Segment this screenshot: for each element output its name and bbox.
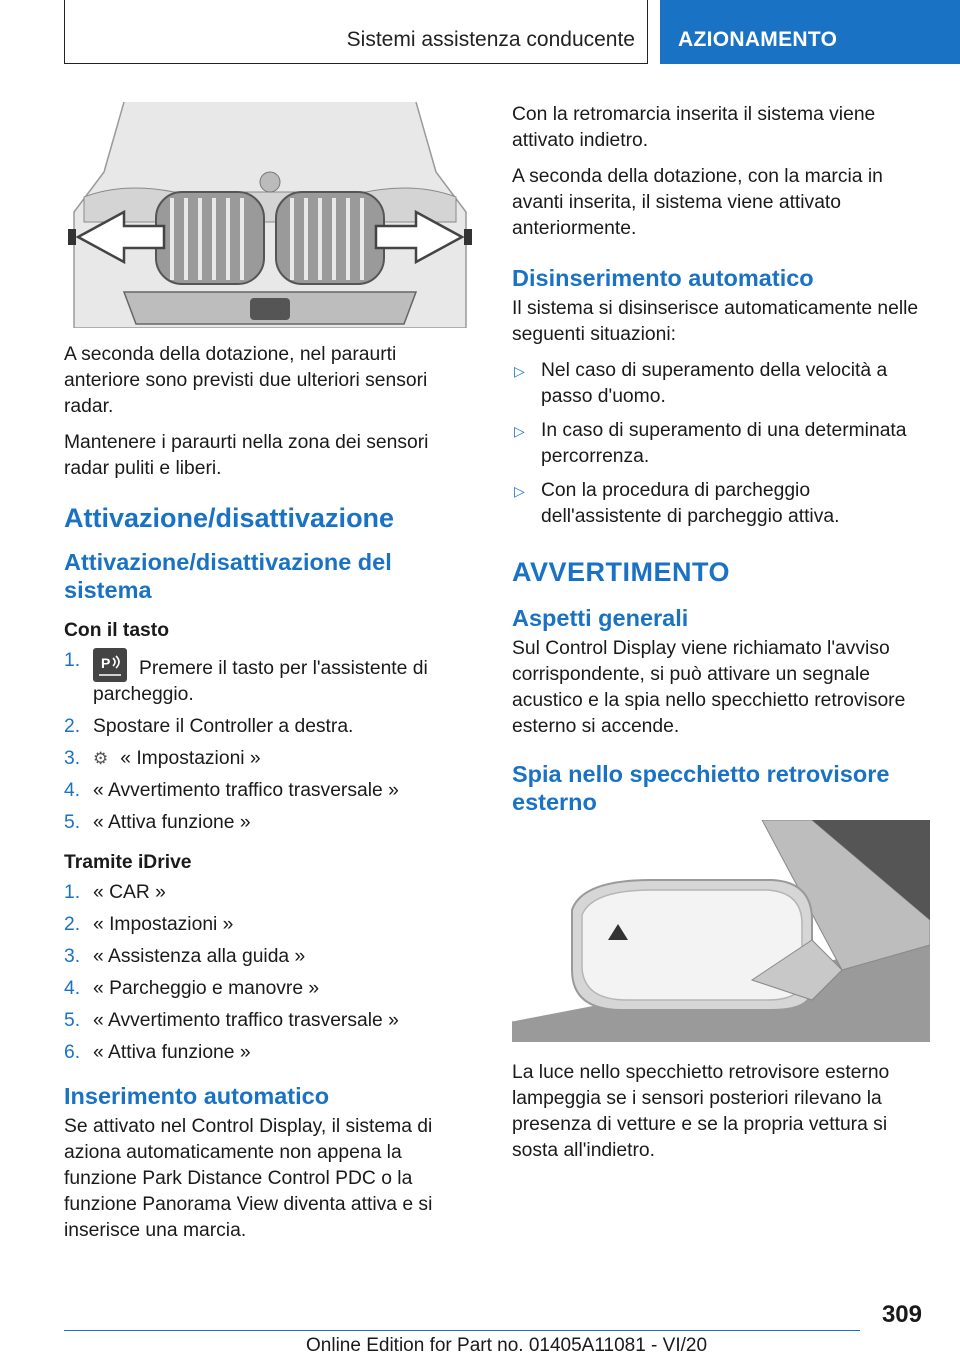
heading-activation: Attivazione/disattivazione	[64, 503, 395, 533]
label-via-idrive: Tramite iDrive	[64, 852, 192, 873]
list-item	[64, 880, 476, 906]
list-item	[512, 358, 930, 410]
general-paragraph: Sul Control Display viene richiamato l'avviso corrispondente, si può attivare un segnale acustico e la spia nello specchietto retrovisore esterno si accende.	[512, 638, 906, 737]
step-number: 3.	[64, 946, 81, 967]
step-number: 2.	[64, 716, 81, 737]
list-item	[64, 810, 476, 836]
auto-on-paragraph: Se attivato nel Control Display, il sistema di aziona automaticamente non appena la funzione Park Distance Control PDC o la funzione Panorama View diventa attiva e si inserisce una marcia.	[64, 1116, 433, 1241]
step-text: Spostare il Controller a destra.	[93, 716, 354, 737]
auto-off-conditions	[512, 358, 930, 530]
steps-via-idrive	[64, 880, 476, 1066]
bullet-text: In caso di superamento di una determinata percorrenza.	[541, 420, 907, 467]
forward-gear-paragraph: A seconda della dotazione, con la marcia in avanti inserita, il sistema viene attivato anteriormente.	[512, 166, 883, 239]
step-number: 4.	[64, 780, 81, 801]
step-text: « CAR »	[93, 882, 166, 903]
step-text: « Attiva funzione »	[93, 1042, 251, 1063]
step-number: 5.	[64, 1010, 81, 1031]
bullet-text: Nel caso di superamento della velocità a passo d'uomo.	[541, 360, 888, 407]
list-item	[512, 418, 930, 470]
triangle-bullet-icon: ▷	[514, 483, 525, 499]
heading-auto-on: Inserimento automatico	[64, 1083, 330, 1109]
step-number: 1.	[64, 650, 81, 671]
parking-assistant-button-icon	[93, 648, 127, 682]
mirror-light-paragraph: La luce nello specchietto retrovisore esterno lampeggia se i sensori posteriori rilevano la presenza di vetture e se la propria vettura si sosta all'indietro.	[512, 1062, 890, 1161]
auto-off-paragraph: Il sistema si disinserisce automaticamente nelle seguenti situazioni:	[512, 298, 919, 345]
step-number: 6.	[64, 1042, 81, 1063]
clean-sensor-paragraph: Mantenere i paraurti nella zona dei sensori radar puliti e liberi.	[64, 432, 429, 479]
step-number: 5.	[64, 812, 81, 833]
step-text: « Avvertimento traffico trasversale »	[93, 780, 399, 801]
list-item	[64, 746, 476, 772]
step-text: « Avvertimento traffico trasversale »	[93, 1010, 399, 1031]
label-with-button: Con il tasto	[64, 620, 169, 641]
heading-mirror-light: Spia nello specchietto retrovisore esterno	[512, 761, 890, 815]
list-item	[64, 912, 476, 938]
list-item	[64, 944, 476, 970]
chapter-title: Sistemi assistenza conducente	[346, 28, 635, 51]
list-item	[64, 778, 476, 804]
list-item	[64, 1008, 476, 1034]
page-number: 309	[881, 1301, 922, 1328]
step-text: « Parcheggio e manovre »	[93, 978, 320, 999]
heading-warning: AVVERTIMENTO	[512, 557, 731, 587]
step-text: Premere il tasto per l'assistente di parcheggio.	[93, 658, 428, 705]
header-section-box	[660, 0, 960, 64]
triangle-bullet-icon: ▷	[514, 423, 525, 439]
header-chapter-box	[64, 0, 648, 64]
radar-sensor-paragraph: A seconda della dotazione, nel paraurti anteriore sono previsti due ulteriori sensori radar.	[64, 344, 428, 417]
step-text: « Assistenza alla guida »	[93, 946, 306, 967]
footer-divider	[64, 1330, 860, 1331]
heading-general: Aspetti generali	[512, 605, 689, 631]
step-number: 2.	[64, 914, 81, 935]
list-item	[64, 714, 476, 740]
step-number: 4.	[64, 978, 81, 999]
side-mirror-illustration	[512, 820, 930, 1042]
step-text: « Attiva funzione »	[93, 812, 251, 833]
list-item	[64, 976, 476, 1002]
gear-icon: ⚙	[93, 749, 109, 768]
section-title: AZIONAMENTO	[678, 28, 838, 51]
heading-system-activation: Attivazione/disattivazione del sistema	[64, 549, 392, 603]
step-text: « Impostazioni »	[120, 748, 261, 769]
bullet-text: Con la procedura di parcheggio dell'assistente di parcheggio attiva.	[541, 480, 840, 527]
page-header	[0, 0, 960, 66]
left-column	[64, 102, 476, 1254]
right-column	[512, 102, 930, 1174]
car-front-radar-illustration	[64, 102, 476, 328]
step-text: « Impostazioni »	[93, 914, 234, 935]
reverse-gear-paragraph: Con la retromarcia inserita il sistema viene attivato indietro.	[512, 104, 876, 151]
triangle-bullet-icon: ▷	[514, 363, 525, 379]
step-number: 3.	[64, 748, 81, 769]
heading-auto-off: Disinserimento automatico	[512, 265, 814, 291]
list-item	[64, 1040, 476, 1066]
list-item	[512, 478, 930, 530]
list-item	[64, 648, 476, 708]
steps-with-button	[64, 648, 476, 836]
svg-text:P: P	[101, 655, 111, 671]
footer-edition: Online Edition for Part no. 01405A11081 - VI/20	[306, 1335, 708, 1356]
step-number: 1.	[64, 882, 81, 903]
